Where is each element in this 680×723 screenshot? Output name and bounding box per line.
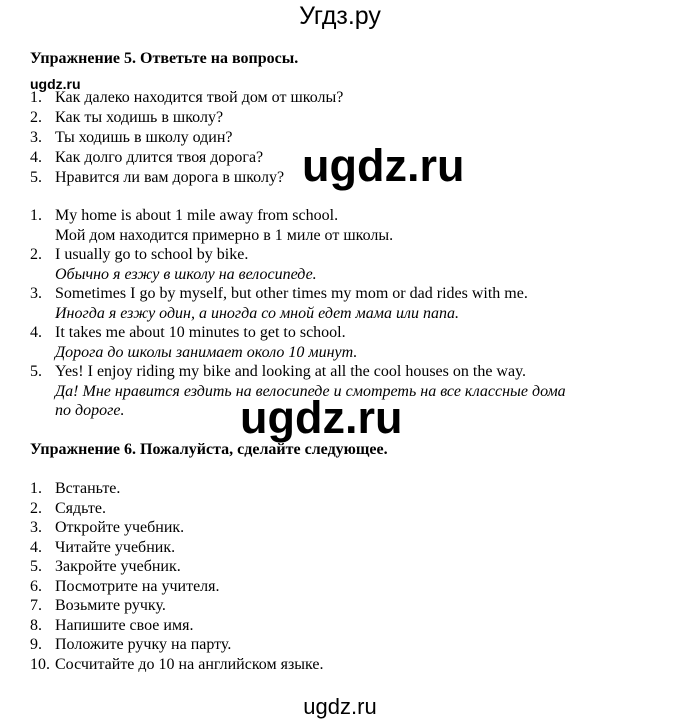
instruction-text: Встаньте.: [55, 480, 121, 497]
answer-russian: Да! Мне нравится ездить на велосипеде и смотреть на все классные дома: [55, 383, 566, 400]
item-number: 10.: [30, 656, 50, 673]
answer-english: It takes me about 10 minutes to get to school.: [55, 324, 346, 341]
question-text: Нравится ли вам дорога в школу?: [55, 169, 285, 186]
watermark: ugdz.ru: [302, 140, 465, 191]
bottom-watermark: ugdz.ru: [303, 694, 377, 719]
item-number: 2.: [30, 246, 42, 263]
item-number: 4.: [30, 149, 42, 166]
item-number: 2.: [30, 109, 42, 126]
watermark: ugdz.ru: [240, 392, 403, 443]
item-number: 8.: [30, 617, 42, 634]
item-number: 3.: [30, 129, 42, 146]
item-number: 7.: [30, 597, 42, 614]
instruction-text: Читайте учебник.: [55, 539, 176, 556]
answer-russian: Мой дом находится примерно в 1 миле от школы.: [55, 227, 394, 244]
instruction-text: Напишите свое имя.: [55, 617, 194, 634]
item-number: 1.: [30, 480, 42, 497]
item-number: 3.: [30, 285, 42, 302]
answer-english: My home is about 1 mile away from school.: [55, 207, 339, 224]
answer-english: Sometimes I go by myself, but other times my mom or dad rides with me.: [55, 285, 528, 302]
question-text: Как ты ходишь в школу?: [55, 109, 224, 126]
item-number: 3.: [30, 519, 42, 536]
item-number: 5.: [30, 558, 42, 575]
question-text: Ты ходишь в школу один?: [55, 129, 233, 146]
exercise-6-heading: Упражнение 6. Пожалуйста, сделайте следующее.: [30, 441, 388, 458]
answer-english: I usually go to school by bike.: [55, 246, 249, 263]
instruction-text: Сядьте.: [55, 500, 106, 517]
site-title: Угдз.ру: [299, 2, 381, 30]
item-number: 5.: [30, 169, 42, 186]
item-number: 4.: [30, 539, 42, 556]
instruction-text: Закройте учебник.: [55, 558, 181, 575]
instruction-text: Посмотрите на учителя.: [55, 578, 220, 595]
instruction-text: Возьмите ручку.: [55, 597, 166, 614]
item-number: 2.: [30, 500, 42, 517]
instruction-text: Откройте учебник.: [55, 519, 185, 536]
answer-russian: Дорога до школы занимает около 10 минут.: [55, 344, 358, 361]
answer-russian: по дороге.: [55, 402, 125, 419]
instruction-text: Положите ручку на парту.: [55, 636, 232, 653]
answer-russian: Иногда я езжу один, а иногда со мной едет мама или папа.: [55, 305, 459, 322]
exercise-5-heading: Упражнение 5. Ответьте на вопросы.: [30, 50, 299, 67]
item-number: 5.: [30, 363, 42, 380]
question-text: Как долго длится твоя дорога?: [55, 149, 264, 166]
answer-russian: Обычно я езжу в школу на велосипеде.: [55, 266, 317, 283]
item-number: 9.: [30, 636, 42, 653]
item-number: 6.: [30, 578, 42, 595]
instruction-text: Сосчитайте до 10 на английском языке.: [55, 656, 324, 673]
question-text: Как далеко находится твой дом от школы?: [55, 89, 344, 106]
item-number: 1.: [30, 89, 42, 106]
item-number: 1.: [30, 207, 42, 224]
answer-english: Yes! I enjoy riding my bike and looking at all the cool houses on the way.: [55, 363, 527, 380]
item-number: 4.: [30, 324, 42, 341]
small-watermark: ugdz.ru: [30, 76, 81, 92]
